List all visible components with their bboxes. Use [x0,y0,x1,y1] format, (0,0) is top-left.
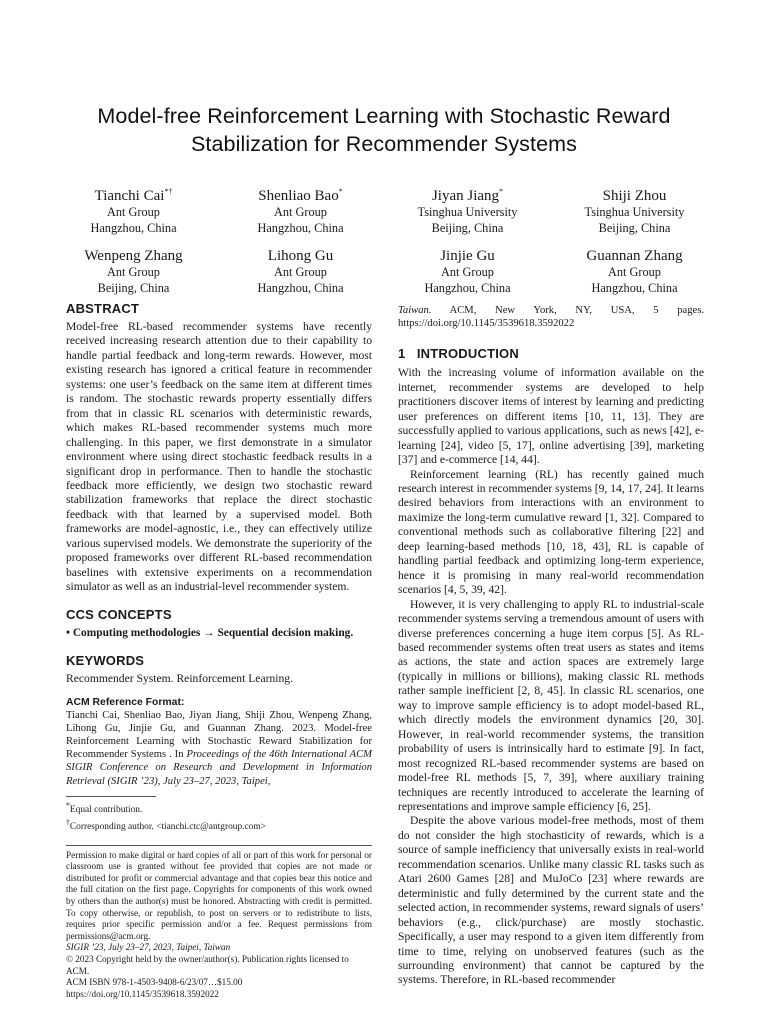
author-block [551,183,718,236]
author-location: Hangzhou, China [257,280,344,295]
acm-reference-continued [398,304,704,330]
author-block [551,243,718,296]
footnote-corresponding-text: Corresponding author. <tianchi.ctc@antgroup.com> [69,821,266,832]
author-name: Shiji Zhou [602,188,667,204]
author-mark: *† [164,187,173,196]
author-location: Beijing, China [598,220,671,235]
author-org: Ant Group [274,205,327,219]
author-org: Ant Group [107,205,160,219]
footnote-equal [66,800,372,817]
ccs-heading: CCS CONCEPTS [66,606,172,622]
doi-link[interactable]: https://doi.org/10.1145/3539618.3592022 [66,988,219,999]
author-org: Tsinghua University [584,205,685,219]
author-row-1 [50,183,718,236]
conference-text: SIGIR ’23, July 23–27, 2023, Taipei, Taiwan [66,942,231,953]
author-block [50,243,217,296]
conference-line [66,942,372,954]
footnote-rule [66,796,156,797]
author-name: Jinjie Gu [440,248,495,264]
author-name: Lihong Gu [267,248,334,264]
author-location: Hangzhou, China [424,280,511,295]
author-name: Guannan Zhang [586,248,683,264]
left-column [66,300,372,1000]
intro-paragraph-2: Reinforcement learning (RL) has recently gained much research interest in recommender systems [9, 14, 17, 24]. It learns desired behaviors from interactions with an environment to maximize the long-term cumulative reward [1, 32]. Compared to conventional methods such as collaborative filtering [22] and deep learning-based methods [10, 18, 43], RL is capable of handling partial feedback and optimizing long-term experience, hence it is promising in many real-world recommendation scenarios [4, 5, 39, 42]. [398,467,704,597]
author-block [50,183,217,236]
author-name: Jiyan Jiang [431,188,500,204]
author-org: Ant Group [441,265,494,279]
author-location: Hangzhou, China [90,220,177,235]
ccs-text: • Computing methodologies → Sequential decision making. [66,626,354,639]
permission-rule [66,845,372,846]
abstract-text: Model-free RL-based recommender systems have recently received increasing research attention due to their capability to handle partial feedback and long-term rewards. However, most existing research has ignored a critical feature in recommender systems: one user’s feedback on the same item at different times is random. The stochastic rewards property essentially differs from that in classic RL scenarios with deterministic rewards, which makes RL-based recommender systems much more challenging. In this paper, we first demonstrate in a simulator environment where using direct stochastic feedback results in a significant drop in performance. Then to handle the stochastic feedback more efficiently, we design two stochastic reward stabilization frameworks that replace the direct stochastic feedback with that learned by a supervised model. Both frameworks are model-agnostic, i.e., they can effectively utilize various supervised models. We demonstrate the superiority of the proposed frameworks over different RL-based recommendation baselines with extensive experiments on a recommendation simulator as well as an industrial-level recommender system. [66,320,372,594]
isbn-line: ACM ISBN 978-1-4503-9408-6/23/07…$15.00 [66,977,243,988]
author-location: Beijing, China [97,280,170,295]
author-block [384,183,551,236]
intro-paragraph-4: Despite the above various model-free methods, most of them do not consider the high stochasticity of rewards, which is a source of sample inefficiency that universally exists in real-world recommendation scenarios. Unlike many classic RL tasks such as Atari 2600 Games [28] and MuJoCo [23] where rewards are deterministic and fully determined by the current state and the selected action, in recommender systems, reward signals of users’ behaviors (e.g., click/purchase) are mostly stochastic. Specifically, a user may respond to a given item differently from time to time, relying on unobserved features (such as the surrounding environment) that cannot be captured by the systems. Therefore, in RL-based recommender [398,814,704,987]
footnote-mark: † [66,817,70,827]
acm-reference-continued-text: ACM, New York, NY, USA, 5 pages. https://doi.org/10.1145/3539618.3592022 [398,305,704,330]
author-location: Hangzhou, China [257,220,344,235]
author-org: Tsinghua University [417,205,518,219]
footnote-mark: * [66,800,70,810]
author-mark: * [499,187,504,196]
keywords-text: Recommender System. Reinforcement Learning. [66,672,293,686]
author-name: Tianchi Cai [94,188,165,204]
author-block [217,243,384,296]
author-org: Ant Group [274,265,327,279]
acm-reference-text [66,709,372,788]
keywords-heading: KEYWORDS [66,653,145,669]
copyright-line: © 2023 Copyright held by the owner/author(s). Publication rights licensed to ACM. [66,953,349,976]
acm-reference-heading: ACM Reference Format: [66,696,185,708]
right-column [398,300,704,988]
author-location: Hangzhou, China [591,280,678,295]
abstract-heading: ABSTRACT [66,301,140,316]
introduction-heading: 1 INTRODUCTION [398,346,519,362]
author-row-2 [50,243,718,296]
footnote-corresponding [66,817,372,834]
acm-reference-continued-venue: Taiwan. [398,305,432,316]
author-org: Ant Group [107,265,160,279]
author-block [217,183,384,236]
paper-title: Model-free Reinforcement Learning with Stochastic Reward Stabilization for Recommender Systems [97,104,671,156]
author-location: Beijing, China [431,220,504,235]
author-mark: * [338,187,343,196]
acm-reference-venue: Proceedings of the 46th International ACM SIGIR Conference on Research and Development in Information Retrieval (SIGIR ’23), July 23–27, 2023, Taipei, [66,749,373,787]
author-name: Shenliao Bao [258,188,339,204]
author-block [384,243,551,296]
intro-paragraph-1: With the increasing volume of information available on the internet, recommender systems are developed to help practitioners discover items of interest by learning and predicting user preferences on different items [10, 11, 13]. They are successfully applied to various applications, such as news [42], e-learning [24], video [5, 17], online advertising [39], marketing [37] and e-commerce [14, 44]. [398,366,704,467]
footnote-equal-text: Equal contribution. [69,804,143,815]
author-org: Ant Group [608,265,661,279]
author-name: Wenpeng Zhang [84,248,183,264]
permission-text: Permission to make digital or hard copies of all or part of this work for personal or classroom use is granted without fee provided that copies are not made or distributed for profit or commercial advantage and that copies bear this notice and the full citation on the first page. Copyrights for components of this work owned by others than the author(s) must be honored. Abstracting with credit is permitted. To copy otherwise, or republish, to post on servers or to redistribute to lists, requires prior specific permission and/or a fee. Request permissions from permissions@acm.org. [66,849,372,941]
acm-reference-body: Tianchi Cai, Shenliao Bao, Jiyan Jiang, Shiji Zhou, Wenpeng Zhang, Lihong Gu, Jinjie Gu, and Guannan Zhang. 2023. Model-free Reinforcement Learning with Stochastic Reward Stabilization for Recommender Systems . In [66,709,372,761]
intro-paragraph-3: However, it is very challenging to apply RL to industrial-scale recommender systems serving a tremendous amount of users with diverse preferences concerning a huge item corpus [5]. As RL-based recommender systems often treat users as states and items as actions, the state and action spaces are extremely large (typically in millions or billions), making classic RL methods rather sample inefficient [2, 8, 45]. In classic RL scenarios, one way to improve sample efficiency is to adopt model-based RL, which directly models the environment dynamics [20, 30]. However, in real-world recommender systems, the transition probability of users is intrinsically hard to estimate [9]. In fact, most recognized RL-based recommender systems are based on model-free RL methods [5, 7, 39], where auxiliary training techniques are recently introduced to accelerate the learning of representations and improve sample efficiency [6, 25]. [398,597,704,813]
